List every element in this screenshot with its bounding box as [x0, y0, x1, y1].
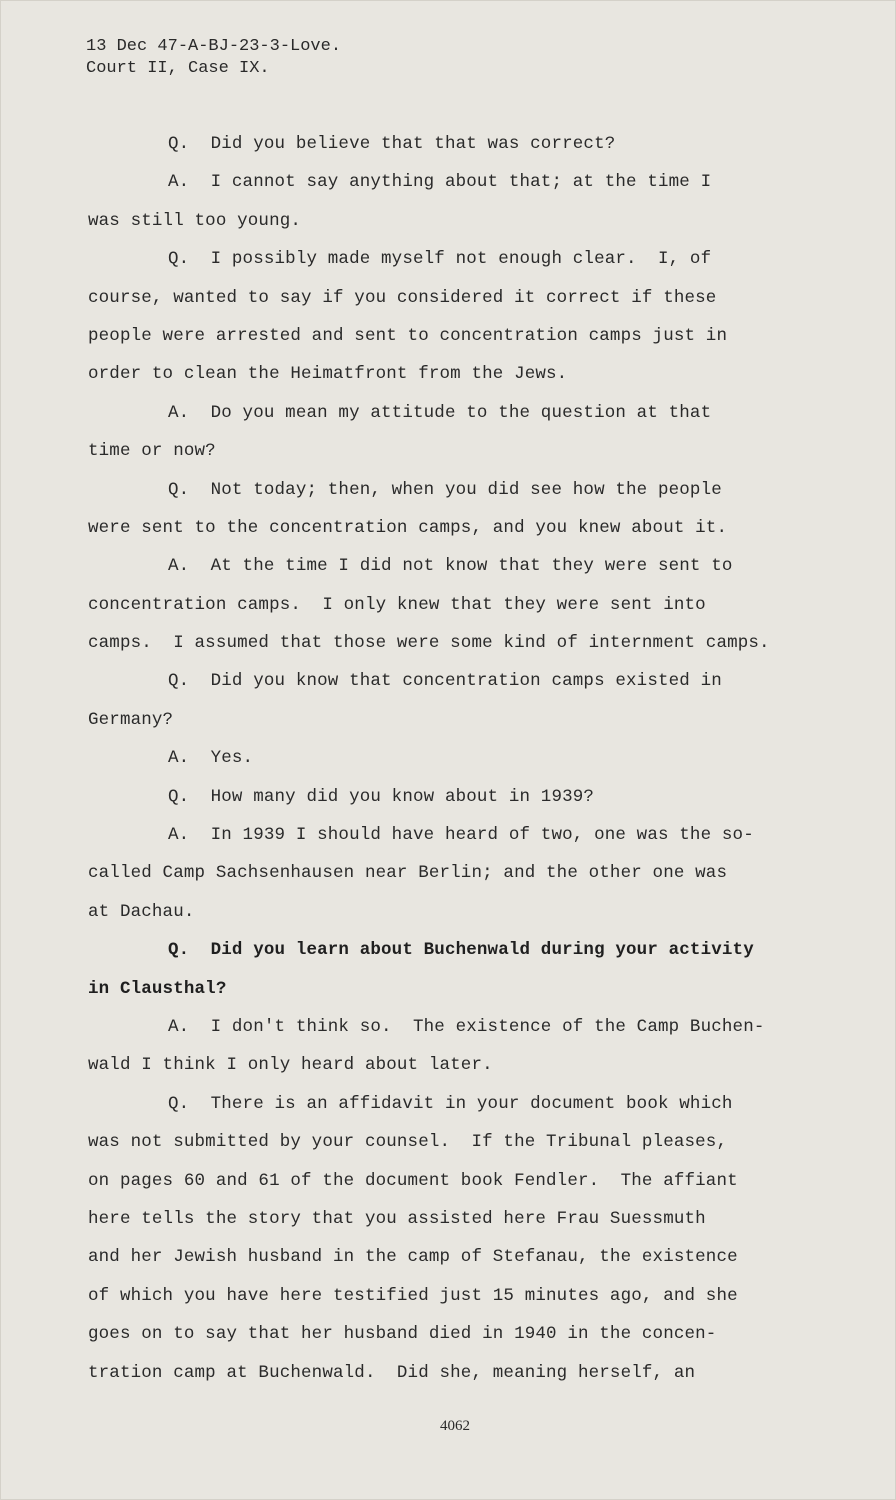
- transcript-line: tration camp at Buchenwald. Did she, meaning herself, an: [88, 1362, 696, 1383]
- transcript-line: and her Jewish husband in the camp of Stefanau, the existence: [88, 1247, 738, 1268]
- transcript-line: concentration camps. I only knew that they were sent into: [88, 594, 706, 615]
- transcript-line: at Dachau.: [88, 901, 195, 922]
- transcript-line: was not submitted by your counsel. If the Tribunal pleases,: [88, 1132, 728, 1153]
- transcript-line: camps. I assumed that those were some kind of internment camps.: [88, 633, 770, 654]
- transcript-line: A. Yes.: [168, 748, 254, 769]
- transcript-line: A. At the time I did not know that they were sent to: [168, 556, 733, 577]
- transcript-line: on pages 60 and 61 of the document book Fendler. The affiant: [88, 1170, 738, 1191]
- transcript-line: order to clean the Heimatfront from the Jews.: [88, 364, 568, 385]
- transcript-line: Q. Did you know that concentration camps existed in: [168, 671, 722, 692]
- transcript-line: wald I think I only heard about later.: [88, 1055, 493, 1076]
- transcript-line: course, wanted to say if you considered it correct if these: [88, 287, 717, 308]
- page-number: 4062: [440, 1418, 470, 1434]
- transcript-line: Q. Did you learn about Buchenwald during your activity: [168, 940, 754, 961]
- header-court-case: Court II, Case IX.: [86, 59, 270, 78]
- transcript-line: Q. How many did you know about in 1939?: [168, 786, 595, 807]
- transcript-line: was still too young.: [88, 210, 302, 231]
- transcript-line: Q. Not today; then, when you did see how the people: [168, 479, 722, 500]
- transcript-line: Q. Did you believe that that was correct?: [168, 134, 616, 154]
- transcript-line: here tells the story that you assisted here Frau Suessmuth: [88, 1208, 706, 1229]
- transcript-body: [88, 125, 848, 1392]
- transcript-line: Q. I possibly made myself not enough clear. I, of: [168, 249, 712, 270]
- transcript-line: time or now?: [88, 441, 216, 462]
- transcript-line: A. I don't think so. The existence of the Camp Buchen-: [168, 1016, 765, 1037]
- transcript-line: A. In 1939 I should have heard of two, one was the so-: [168, 825, 754, 846]
- transcript-line: of which you have here testified just 15 minutes ago, and she: [88, 1285, 738, 1306]
- transcript-line: in Clausthal?: [88, 978, 227, 999]
- header-reference: 13 Dec 47-A-BJ-23-3-Love.: [86, 37, 342, 56]
- transcript-line: Germany?: [88, 709, 174, 730]
- transcript-line: Q. There is an affidavit in your document book which: [168, 1093, 733, 1114]
- transcript-line: A. I cannot say anything about that; at the time I: [168, 172, 712, 193]
- document-header: [86, 36, 341, 80]
- transcript-line: were sent to the concentration camps, and you knew about it.: [88, 517, 728, 538]
- transcript-line: goes on to say that her husband died in 1940 in the concen-: [88, 1324, 717, 1345]
- transcript-line: A. Do you mean my attitude to the question at that: [168, 402, 712, 423]
- transcript-line: people were arrested and sent to concentration camps just in: [88, 325, 728, 346]
- transcript-line: called Camp Sachsenhausen near Berlin; and the other one was: [88, 863, 728, 884]
